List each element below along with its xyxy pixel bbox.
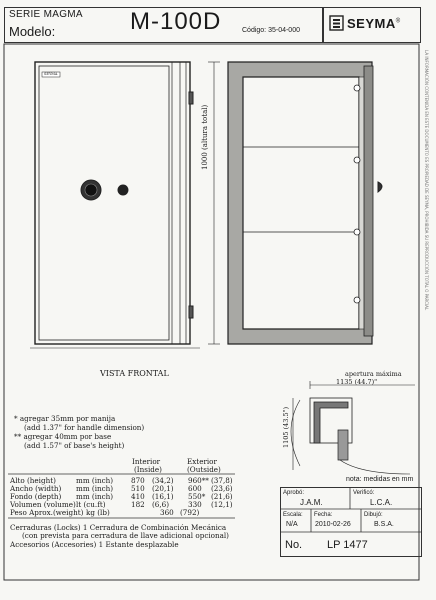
spec-label: Fondo (depth) (10, 492, 62, 501)
spec-label: Alto (height) (10, 476, 56, 485)
vista-frontal-label: VISTA FRONTAL (100, 369, 169, 378)
apertura-label: apertura máxima (345, 370, 402, 378)
aprobo-value: J.A.M. (300, 498, 323, 507)
number-value: LP 1477 (327, 539, 368, 551)
number-label: No. (285, 539, 303, 551)
spec-unit: mm (inch) (76, 484, 114, 493)
spec-ex: 330 (188, 500, 202, 509)
aprobo-label: Aprobó: (283, 490, 305, 496)
door-plate: SEYMA (44, 72, 58, 76)
modelo-label: Modelo: (9, 24, 56, 39)
spec-unit: kg (lb) (86, 508, 110, 517)
fecha-label: Fecha: (314, 512, 333, 518)
dibujo-value: B.S.A. (374, 521, 394, 528)
spec-label: Ancho (width) (10, 484, 62, 493)
spec-ex-inch: (12,1) (211, 500, 233, 509)
spec-unit: mm (inch) (76, 492, 114, 501)
spec-ex-inch: (21,6) (211, 492, 233, 501)
spec-ex: 600 (188, 484, 202, 493)
spec-ex-inch: (792) (180, 508, 200, 517)
section-view (228, 62, 382, 344)
opening-detail (291, 378, 415, 474)
fecha-value: 2010-02-26 (315, 521, 351, 528)
brand-name: SEYMA® (347, 16, 401, 31)
spec-in-inch: (16,1) (152, 492, 174, 501)
spec-unit: lt (cu.ft) (76, 500, 106, 509)
locks-line-2: (con prevista para cerradura de llave adicional opcional) (22, 531, 229, 540)
side-dimension: 1105 (43.5") (282, 406, 290, 448)
spec-in: 410 (131, 492, 145, 501)
col-interior-sub: (Inside) (134, 465, 162, 474)
spec-in: 870 (131, 476, 145, 485)
front-view (30, 62, 220, 348)
spec-in: 510 (131, 484, 145, 493)
verifico-label: Verificó: (353, 490, 375, 496)
spec-ex-inch: (37,8) (211, 476, 233, 485)
spec-unit: mm (inch) (76, 476, 114, 485)
serie-label: SERIE MAGMA (9, 9, 83, 20)
spec-label: Peso Aprox.(weight) (10, 508, 84, 517)
codigo-label: Código: 35-04-000 (242, 27, 300, 34)
height-dimension: 1000 (altura total) (201, 104, 209, 170)
spec-in-inch: (6,6) (152, 500, 170, 509)
spec-ex: 550* (188, 492, 206, 501)
dibujo-label: Dibujó: (364, 512, 383, 518)
note-handle-en: (add 1.37" for handle dimension) (24, 423, 145, 432)
col-interior: Interior (132, 457, 161, 466)
escala-value: N/A (286, 521, 298, 528)
accessories-line: Accesorios (Accesories) 1 Estante desplazable (10, 540, 179, 549)
escala-label: Escala: (283, 512, 303, 518)
spec-ex: 960** (188, 476, 209, 485)
spec-ex: 360 (160, 508, 174, 517)
spec-in: 182 (131, 500, 145, 509)
locks-line: Cerraduras (Locks) 1 Cerradura de Combinación Mecánica (10, 523, 227, 532)
side-legal-note: LA INFORMACIÓN CONTENIDA EN ESTE DOCUMENTO ES PROPIEDAD DE SEYMA, PROHIBIDA SU REPRODUCCIÓN TOTAL O PARCIAL (424, 50, 429, 311)
note-base-en: (add 1.57" of base's height) (24, 441, 125, 450)
model-title: M-100D (130, 8, 222, 35)
verifico-value: L.C.A. (370, 498, 393, 507)
nota-medidas: nota: medidas en mm (346, 476, 414, 483)
spec-label: Volumen (volume) (10, 500, 76, 509)
col-exterior: Exterior (187, 457, 217, 466)
note-base: ** agregar 40mm por base (14, 432, 112, 441)
note-handle: * agregar 35mm por manija (14, 414, 116, 423)
spec-in-inch: (34,2) (152, 476, 174, 485)
spec-in-inch: (20,1) (152, 484, 174, 493)
apertura-value: 1135 (44.7)" (336, 378, 378, 386)
spec-ex-inch: (23,6) (211, 484, 233, 493)
col-exterior-sub: (Outside) (187, 465, 221, 474)
